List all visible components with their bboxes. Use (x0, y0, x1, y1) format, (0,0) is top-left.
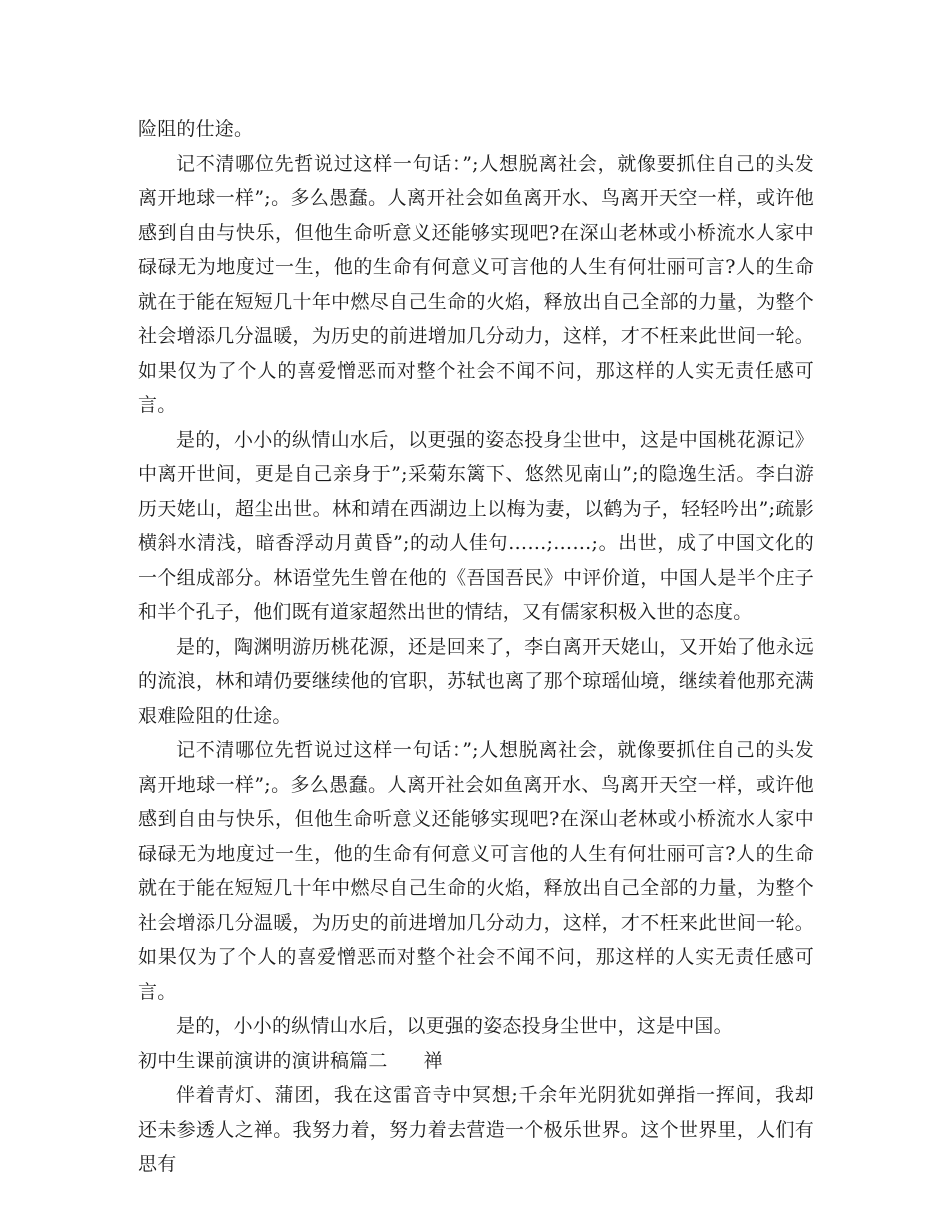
paragraph-5: 记不清哪位先哲说过这样一句话：”;人想脱离社会，就像要抓住自己的头发离开地球一样”;。多么愚蠢。人离开社会如鱼离开水、鸟离开天空一样，或许他感到自由与快乐，但他生命听意义还能够实现吧?在深山老林或小桥流水人家中碌碌无为地度过一生，他的生命有何意义可言他的人生有何壮丽可言?人的生命就在于能在短短几十年中燃尽自己生命的火焰，释放出自己全部的力量，为整个社会增添几分温暖，为历史的前进增加几分动力，这样，才不枉来此世间一轮。如果仅为了个人的喜爱憎恶而对整个社会不闻不问，那这样的人实无责任感可言。 (138, 739, 814, 1003)
section-title: 初中生课前演讲的演讲稿篇二 (138, 1049, 388, 1072)
paragraph-2: 记不清哪位先哲说过这样一句话：”;人想脱离社会，就像要抓住自己的头发离开地球一样”;。多么愚蠢。人离开社会如鱼离开水、鸟离开天空一样，或许他感到自由与快乐，但他生命听意义还能够实现吧?在深山老林或小桥流水人家中碌碌无为地度过一生，他的生命有何意义可言他的人生有何壮丽可言?人的生命就在于能在短短几十年中燃尽自己生命的火焰，释放出自己全部的力量，为整个社会增添几分温暖，为历史的前进增加几分动力，这样，才不枉来此世间一轮。如果仅为了个人的喜爱憎恶而对整个社会不闻不问，那这样的人实无责任感可言。 (138, 152, 814, 416)
document-page (138, 112, 814, 1182)
section-subtitle: 禅 (423, 1049, 443, 1072)
paragraph-6: 是的，小小的纵情山水后，以更强的姿态投身尘世中，这是中国。 (176, 1015, 733, 1037)
paragraph-4: 是的，陶渊明游历桃花源，还是回来了，李白离开天姥山，又开始了他永远的流浪，林和靖仍要继续他的官职，苏轼也离了那个琼瑶仙境，继续着他那充满艰难险阻的仕途。 (138, 635, 814, 727)
paragraph-3: 是的，小小的纵情山水后，以更强的姿态投身尘世中，这是中国桃花源记》中离开世间，更是自己亲身于”;采菊东篱下、悠然见南山”;的隐逸生活。李白游历天姥山，超尘出世。林和靖在西湖边上以梅为妻，以鹤为子，轻轻吟出”;疏影横斜水清浅，暗香浮动月黄昏”;的动人佳句……;……;。出世，成了中国文化的一个组成部分。林语堂先生曾在他的《吾国吾民》中评价道，中国人是半个庄子和半个孔子，他们既有道家超然出世的情结，又有儒家积极入世的态度。 (138, 428, 814, 623)
paragraph-1: 险阻的仕途。 (138, 118, 254, 140)
paragraph-7: 伴着青灯、蒲团，我在这雷音寺中冥想;千余年光阴犹如弹指一挥间，我却还未参透人之禅。我努力着，努力着去营造一个极乐世界。这个世界里，人们有思有 (138, 1084, 814, 1175)
section-heading (138, 1044, 814, 1079)
